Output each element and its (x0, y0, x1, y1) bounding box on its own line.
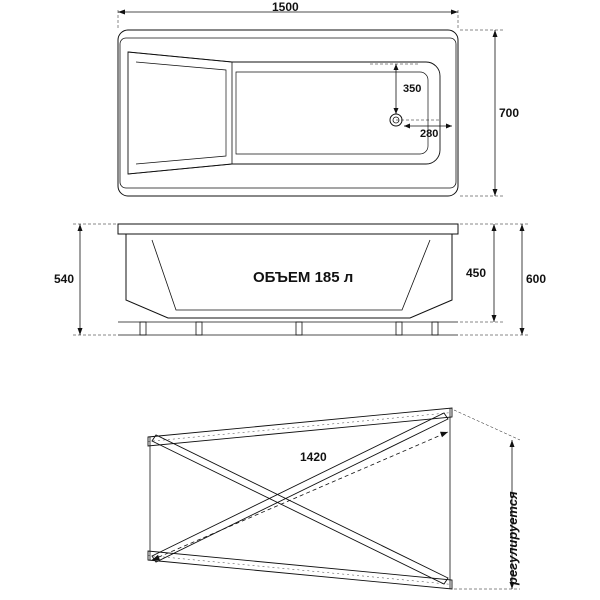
top-view-inner-rim (120, 38, 456, 188)
front-view-legs (140, 322, 438, 335)
dimension-label-540: 540 (54, 272, 75, 286)
frame-bar-1 (148, 408, 452, 446)
frame-bar-2 (148, 551, 452, 589)
dimension-label-350: 350 (403, 83, 422, 95)
dimension-label-450: 450 (466, 266, 487, 280)
top-view-bowl (128, 52, 440, 174)
dimension-label-1500: 1500 (272, 0, 299, 14)
top-view-backrest-inner (136, 62, 226, 164)
dimension-label-700: 700 (499, 106, 520, 120)
dimension-label-600: 600 (526, 272, 547, 286)
ext-line (454, 410, 520, 440)
dim-540 (78, 224, 83, 335)
volume-label: ОБЪЕМ 185 л (253, 269, 354, 286)
top-view-backrest (128, 52, 232, 174)
dim-600 (520, 224, 525, 335)
dim-450 (492, 224, 497, 322)
frame-connectors (150, 408, 450, 589)
adjustable-label: регулируется (505, 491, 520, 585)
front-view-rim (118, 224, 458, 234)
frame-cross (152, 413, 448, 584)
dimension-label-280: 280 (420, 128, 439, 140)
dimension-label-1420: 1420 (300, 450, 327, 464)
dim-700 (493, 30, 498, 196)
top-view-outer-rim (118, 30, 458, 196)
top-view-bowl-bottom (236, 72, 428, 154)
